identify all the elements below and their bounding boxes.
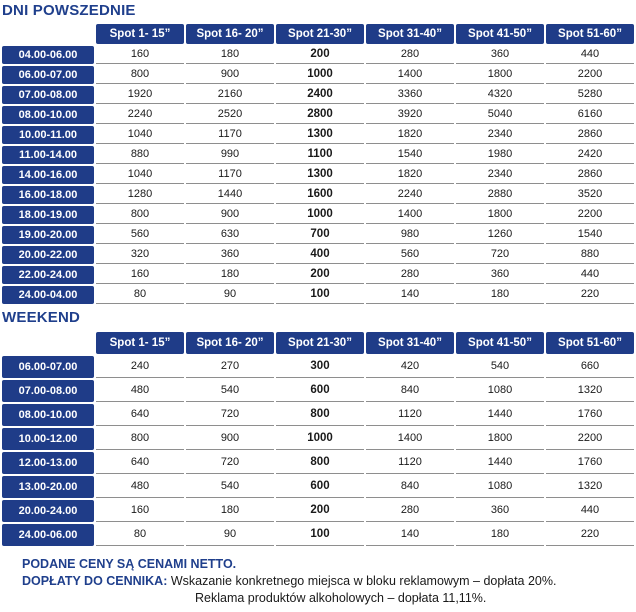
time-slot-label: 20.00-22.00 xyxy=(2,246,94,264)
weekend-header-row xyxy=(2,332,634,354)
table-row xyxy=(2,380,634,402)
price-cell: 800 xyxy=(96,66,184,84)
price-cell: 540 xyxy=(186,476,274,498)
price-cell: 2800 xyxy=(276,106,364,124)
price-cell: 600 xyxy=(276,476,364,498)
price-cell: 240 xyxy=(96,356,184,378)
price-cell: 1760 xyxy=(546,452,634,474)
price-cell: 1170 xyxy=(186,166,274,184)
price-cell: 800 xyxy=(276,404,364,426)
price-cell: 1800 xyxy=(456,66,544,84)
price-cell: 480 xyxy=(96,476,184,498)
price-cell: 180 xyxy=(186,46,274,64)
price-cell: 1040 xyxy=(96,166,184,184)
column-header: Spot 41-50” xyxy=(456,332,544,354)
time-slot-label: 08.00-10.00 xyxy=(2,106,94,124)
price-cell: 1440 xyxy=(456,404,544,426)
surcharge-text: Reklama produktów alkoholowych – dopłata 11,11%. xyxy=(195,591,487,605)
price-cell: 1820 xyxy=(366,166,454,184)
price-cell: 880 xyxy=(96,146,184,164)
price-cell: 200 xyxy=(276,500,364,522)
price-cell: 630 xyxy=(186,226,274,244)
price-cell: 1000 xyxy=(276,428,364,450)
price-cell: 180 xyxy=(456,286,544,304)
price-cell: 360 xyxy=(456,266,544,284)
price-cell: 100 xyxy=(276,286,364,304)
time-slot-label: 10.00-11.00 xyxy=(2,126,94,144)
price-cell: 1000 xyxy=(276,66,364,84)
price-cell: 1170 xyxy=(186,126,274,144)
weekdays-body xyxy=(2,46,634,304)
time-slot-label: 19.00-20.00 xyxy=(2,226,94,244)
price-cell: 1080 xyxy=(456,380,544,402)
surcharge-line-1 xyxy=(22,573,556,590)
price-cell: 160 xyxy=(96,46,184,64)
price-cell: 660 xyxy=(546,356,634,378)
price-cell: 280 xyxy=(366,46,454,64)
price-cell: 1320 xyxy=(546,380,634,402)
price-cell: 1920 xyxy=(96,86,184,104)
price-cell: 840 xyxy=(366,476,454,498)
price-cell: 700 xyxy=(276,226,364,244)
price-cell: 300 xyxy=(276,356,364,378)
column-header: Spot 41-50” xyxy=(456,24,544,44)
price-cell: 440 xyxy=(546,500,634,522)
price-cell: 560 xyxy=(366,246,454,264)
weekdays-title: DNI POWSZEDNIE xyxy=(2,2,136,19)
column-header: Spot 21-30” xyxy=(276,24,364,44)
price-cell: 360 xyxy=(456,46,544,64)
time-slot-label: 11.00-14.00 xyxy=(2,146,94,164)
price-cell: 420 xyxy=(366,356,454,378)
price-cell: 1440 xyxy=(186,186,274,204)
time-slot-label: 07.00-08.00 xyxy=(2,86,94,104)
table-row xyxy=(2,246,634,264)
weekend-price-table xyxy=(0,330,636,548)
price-cell: 180 xyxy=(456,524,544,546)
surcharge-text: Wskazanie konkretnego miejsca w bloku reklamowym – dopłata 20%. xyxy=(170,574,557,588)
price-cell: 2860 xyxy=(546,166,634,184)
price-cell: 720 xyxy=(186,404,274,426)
price-cell: 200 xyxy=(276,46,364,64)
price-cell: 1760 xyxy=(546,404,634,426)
time-slot-label: 06.00-07.00 xyxy=(2,356,94,378)
price-cell: 80 xyxy=(96,286,184,304)
table-row xyxy=(2,452,634,474)
price-cell: 2160 xyxy=(186,86,274,104)
price-cell: 990 xyxy=(186,146,274,164)
time-slot-label: 22.00-24.00 xyxy=(2,266,94,284)
price-cell: 2200 xyxy=(546,206,634,224)
price-cell: 1400 xyxy=(366,66,454,84)
time-slot-label: 16.00-18.00 xyxy=(2,186,94,204)
price-cell: 2200 xyxy=(546,66,634,84)
time-slot-label: 18.00-19.00 xyxy=(2,206,94,224)
time-slot-label: 10.00-12.00 xyxy=(2,428,94,450)
price-cell: 280 xyxy=(366,266,454,284)
column-header: Spot 1- 15” xyxy=(96,332,184,354)
price-cell: 1100 xyxy=(276,146,364,164)
time-slot-label: 24.00-06.00 xyxy=(2,524,94,546)
price-cell: 5040 xyxy=(456,106,544,124)
price-cell: 1800 xyxy=(456,428,544,450)
price-cell: 4320 xyxy=(456,86,544,104)
table-row xyxy=(2,166,634,184)
table-row xyxy=(2,524,634,546)
price-cell: 540 xyxy=(456,356,544,378)
price-cell: 1260 xyxy=(456,226,544,244)
table-row xyxy=(2,500,634,522)
column-header: Spot 16- 20” xyxy=(186,24,274,44)
price-cell: 1280 xyxy=(96,186,184,204)
price-cell: 900 xyxy=(186,428,274,450)
price-cell: 200 xyxy=(276,266,364,284)
time-slot-label: 07.00-08.00 xyxy=(2,380,94,402)
price-cell: 3520 xyxy=(546,186,634,204)
price-cell: 180 xyxy=(186,266,274,284)
price-cell: 720 xyxy=(456,246,544,264)
price-cell: 180 xyxy=(186,500,274,522)
price-cell: 800 xyxy=(96,206,184,224)
price-cell: 400 xyxy=(276,246,364,264)
price-cell: 2420 xyxy=(546,146,634,164)
price-cell: 80 xyxy=(96,524,184,546)
price-cell: 900 xyxy=(186,206,274,224)
time-slot-label: 14.00-16.00 xyxy=(2,166,94,184)
price-cell: 2200 xyxy=(546,428,634,450)
price-cell: 1320 xyxy=(546,476,634,498)
price-cell: 880 xyxy=(546,246,634,264)
column-header: Spot 31-40” xyxy=(366,24,454,44)
price-cell: 1540 xyxy=(546,226,634,244)
price-cell: 220 xyxy=(546,524,634,546)
price-cell: 640 xyxy=(96,404,184,426)
time-slot-label: 06.00-07.00 xyxy=(2,66,94,84)
price-cell: 3920 xyxy=(366,106,454,124)
price-cell: 800 xyxy=(276,452,364,474)
price-cell: 1440 xyxy=(456,452,544,474)
price-cell: 270 xyxy=(186,356,274,378)
price-cell: 1120 xyxy=(366,404,454,426)
price-cell: 5280 xyxy=(546,86,634,104)
price-cell: 900 xyxy=(186,66,274,84)
table-row xyxy=(2,66,634,84)
price-cell: 1820 xyxy=(366,126,454,144)
weekend-title: WEEKEND xyxy=(2,309,81,326)
price-cell: 1300 xyxy=(276,126,364,144)
price-cell: 1540 xyxy=(366,146,454,164)
table-row xyxy=(2,106,634,124)
price-cell: 1400 xyxy=(366,428,454,450)
price-cell: 140 xyxy=(366,524,454,546)
price-cell: 160 xyxy=(96,500,184,522)
time-slot-label: 13.00-20.00 xyxy=(2,476,94,498)
table-row xyxy=(2,206,634,224)
weekdays-price-table xyxy=(0,22,636,306)
time-slot-label: 20.00-24.00 xyxy=(2,500,94,522)
price-cell: 90 xyxy=(186,286,274,304)
column-header: Spot 51-60” xyxy=(546,332,634,354)
price-cell: 600 xyxy=(276,380,364,402)
price-cell: 1000 xyxy=(276,206,364,224)
price-cell: 2240 xyxy=(96,106,184,124)
price-cell: 1980 xyxy=(456,146,544,164)
column-header: Spot 51-60” xyxy=(546,24,634,44)
table-row xyxy=(2,226,634,244)
price-cell: 440 xyxy=(546,46,634,64)
footer-notes xyxy=(22,556,556,607)
time-slot-label: 08.00-10.00 xyxy=(2,404,94,426)
weekdays-header-row xyxy=(2,24,634,44)
surcharge-label: DOPŁATY DO CENNIKA: xyxy=(22,574,168,588)
price-cell: 560 xyxy=(96,226,184,244)
price-cell: 480 xyxy=(96,380,184,402)
price-cell: 2340 xyxy=(456,126,544,144)
table-row xyxy=(2,476,634,498)
column-header: Spot 21-30” xyxy=(276,332,364,354)
price-cell: 360 xyxy=(186,246,274,264)
price-cell: 1800 xyxy=(456,206,544,224)
table-row xyxy=(2,404,634,426)
price-cell: 90 xyxy=(186,524,274,546)
price-cell: 2400 xyxy=(276,86,364,104)
table-row xyxy=(2,46,634,64)
table-row xyxy=(2,186,634,204)
table-row xyxy=(2,266,634,284)
price-cell: 540 xyxy=(186,380,274,402)
weekend-body xyxy=(2,356,634,546)
price-cell: 140 xyxy=(366,286,454,304)
price-cell: 1120 xyxy=(366,452,454,474)
price-cell: 1300 xyxy=(276,166,364,184)
header-corner xyxy=(2,332,94,354)
price-cell: 1040 xyxy=(96,126,184,144)
price-cell: 2880 xyxy=(456,186,544,204)
price-cell: 100 xyxy=(276,524,364,546)
price-cell: 1400 xyxy=(366,206,454,224)
price-cell: 2240 xyxy=(366,186,454,204)
price-cell: 360 xyxy=(456,500,544,522)
surcharge-line-2 xyxy=(22,590,556,607)
table-row xyxy=(2,286,634,304)
table-row xyxy=(2,126,634,144)
column-header: Spot 1- 15” xyxy=(96,24,184,44)
table-row xyxy=(2,428,634,450)
table-row xyxy=(2,356,634,378)
price-cell: 2860 xyxy=(546,126,634,144)
price-cell: 640 xyxy=(96,452,184,474)
price-cell: 1600 xyxy=(276,186,364,204)
column-header: Spot 31-40” xyxy=(366,332,454,354)
price-cell: 6160 xyxy=(546,106,634,124)
price-cell: 220 xyxy=(546,286,634,304)
table-row xyxy=(2,146,634,164)
price-cell: 440 xyxy=(546,266,634,284)
price-cell: 2520 xyxy=(186,106,274,124)
price-cell: 980 xyxy=(366,226,454,244)
time-slot-label: 24.00-04.00 xyxy=(2,286,94,304)
price-cell: 3360 xyxy=(366,86,454,104)
price-cell: 280 xyxy=(366,500,454,522)
price-cell: 2340 xyxy=(456,166,544,184)
header-corner xyxy=(2,24,94,44)
price-cell: 800 xyxy=(96,428,184,450)
price-cell: 840 xyxy=(366,380,454,402)
net-price-note: PODANE CENY SĄ CENAMI NETTO. xyxy=(22,557,237,571)
table-row xyxy=(2,86,634,104)
price-cell: 720 xyxy=(186,452,274,474)
price-cell: 320 xyxy=(96,246,184,264)
time-slot-label: 04.00-06.00 xyxy=(2,46,94,64)
price-cell: 1080 xyxy=(456,476,544,498)
column-header: Spot 16- 20” xyxy=(186,332,274,354)
time-slot-label: 12.00-13.00 xyxy=(2,452,94,474)
price-cell: 160 xyxy=(96,266,184,284)
